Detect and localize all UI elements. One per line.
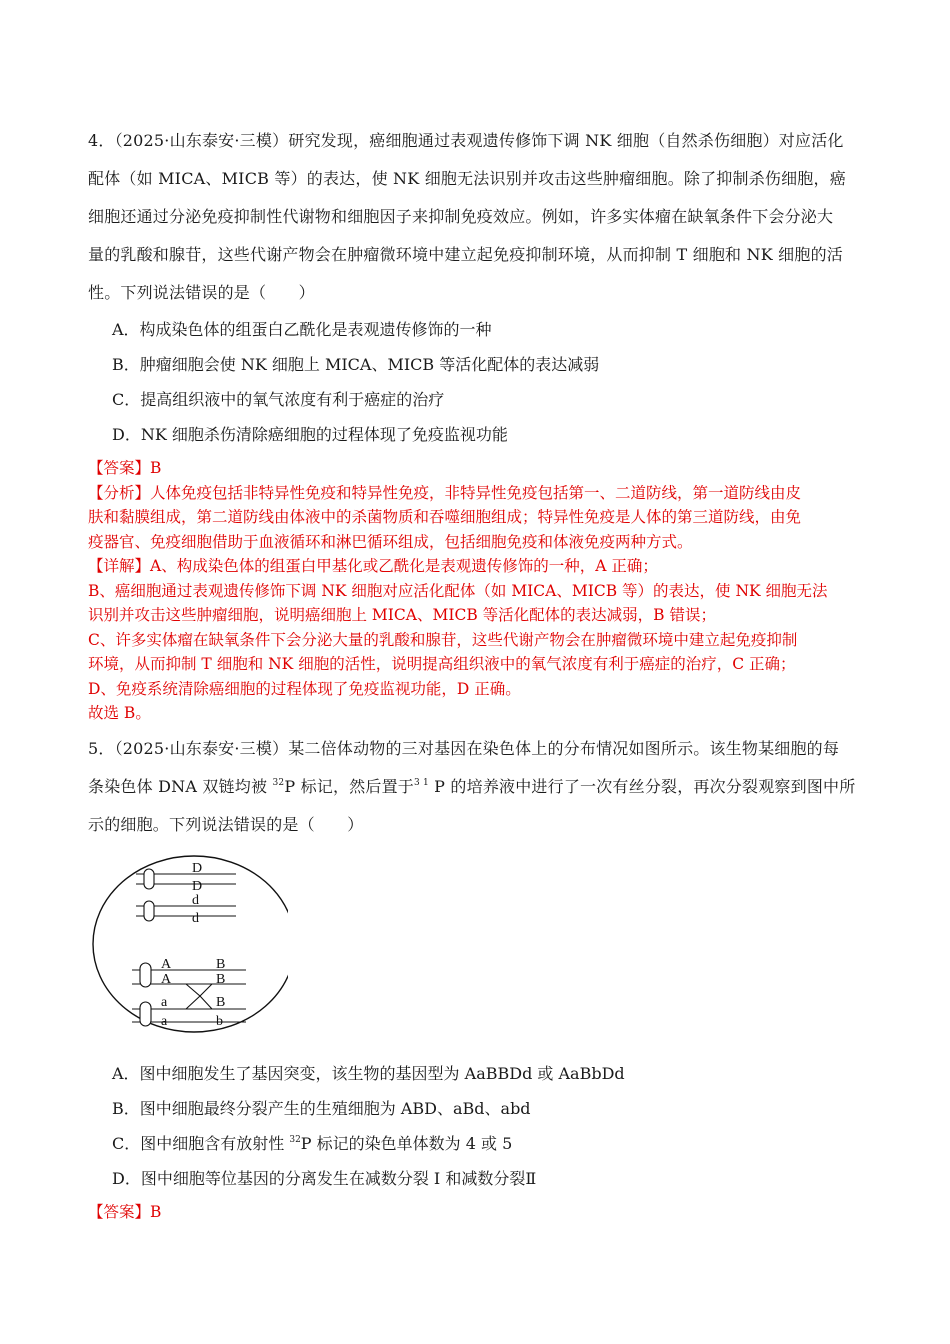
gene-label: B bbox=[216, 994, 226, 1010]
q4-detail-line-2: B、癌细胞通过表观遗传修饰下调 NK 细胞对应活化配体（如 MICA、MICB 等）的表达，使 NK 细胞无法 bbox=[88, 581, 828, 600]
q4-stem-line-1: 4．（2025·山东泰安·三模）研究发现，癌细胞通过表观遗传修饰下调 NK 细胞（自然杀伤细胞）对应活化 bbox=[88, 131, 844, 150]
gene-label: B bbox=[216, 971, 226, 987]
gene-label: D bbox=[192, 878, 203, 894]
cell-diagram-svg bbox=[88, 844, 288, 1034]
gene-label: b bbox=[216, 1013, 223, 1029]
q5-stem-line-3: 示的细胞。下列说法错误的是（ ） bbox=[88, 814, 364, 834]
q4-detail-line-1: 【详解】A、构成染色体的组蛋白甲基化或乙酰化是表观遗传修饰的一种，A 正确； bbox=[88, 557, 658, 575]
q4-detail-line-3: 识别并攻击这些肿瘤细胞，说明癌细胞上 MICA、MICB 等活化配体的表达减弱，B 错误； bbox=[88, 606, 716, 624]
q5-option-b: B．图中细胞最终分裂产生的生殖细胞为 ABD、aBd、abd bbox=[112, 1098, 531, 1118]
question-5 bbox=[88, 730, 866, 1225]
gene-label: a bbox=[161, 1013, 168, 1029]
gene-label: A bbox=[161, 971, 172, 987]
question-4 bbox=[88, 122, 866, 726]
q4-option-d: D．NK 细胞杀伤清除癌细胞的过程体现了免疫监视功能 bbox=[112, 425, 508, 444]
q4-option-b: B．肿瘤细胞会使 NK 细胞上 MICA、MICB 等活化配体的表达减弱 bbox=[112, 355, 600, 374]
q5-answer: 【答案】B bbox=[88, 1202, 162, 1221]
gene-label: d bbox=[192, 892, 199, 908]
q5-option-d: D．图中细胞等位基因的分离发生在减数分裂 I 和减数分裂Ⅱ bbox=[112, 1168, 537, 1188]
q4-detail-line-4: C、许多实体瘤在缺氧条件下会分泌大量的乳酸和腺苷，这些代谢产物会在肿瘤微环境中建立起免疫抑制 bbox=[88, 630, 798, 649]
gene-label: A bbox=[161, 956, 172, 972]
q4-analysis-line-1: 【分析】人体免疫包括非特异性免疫和特异性免疫，非特异性免疫包括第一、二道防线，第一道防线由皮 bbox=[88, 483, 802, 502]
q4-option-a: A．构成染色体的组蛋白乙酰化是表观遗传修饰的一种 bbox=[112, 320, 492, 339]
q4-answer: 【答案】B bbox=[88, 459, 162, 477]
upper-chromosomes bbox=[136, 869, 236, 921]
q4-conclusion: 故选 B。 bbox=[88, 704, 151, 722]
q4-stem-line-5: 性。下列说法错误的是（ ） bbox=[88, 283, 315, 302]
q5-option-a: A．图中细胞发生了基因突变，该生物的基因型为 AaBBDd 或 AaBbDd bbox=[112, 1063, 625, 1083]
q4-detail-line-5: 环境，从而抑制 T 细胞和 NK 细胞的活性，说明提高组织液中的氧气浓度有利于癌症的治疗，C 正确； bbox=[88, 655, 796, 673]
gene-label: d bbox=[192, 910, 199, 926]
gene-labels bbox=[161, 861, 225, 1029]
lower-chromosomes bbox=[132, 963, 246, 1026]
q5-option-c: C．图中细胞含有放射性 $^{32}$P 标记的染色单体数为 4 或 5 bbox=[112, 1133, 513, 1153]
q4-stem-line-2: 配体（如 MICA、MICB 等）的表达，使 NK 细胞无法识别并攻击这些肿瘤细胞。除了抑制杀伤细胞，癌 bbox=[88, 169, 846, 188]
q4-option-c: C．提高组织液中的氧气浓度有利于癌症的治疗 bbox=[112, 390, 445, 409]
q4-analysis-line-2: 肤和黏膜组成，第二道防线由体液中的杀菌物质和吞噬细胞组成；特异性免疫是人体的第三道防线，由免 bbox=[88, 508, 802, 526]
q4-detail-line-6: D、免疫系统清除癌细胞的过程体现了免疫监视功能，D 正确。 bbox=[88, 679, 521, 698]
q4-analysis-line-3: 疫器官、免疫细胞借助于血液循环和淋巴循环组成，包括细胞免疫和体液免疫两种方式。 bbox=[88, 532, 693, 551]
q5-stem-line-1: 5．（2025·山东泰安·三模）某二倍体动物的三对基因在染色体上的分布情况如图所示。该生物某细胞的每 bbox=[88, 738, 840, 758]
gene-label: D bbox=[192, 860, 203, 876]
cell-diagram bbox=[88, 844, 866, 1034]
q5-stem-line-2: 条染色体 DNA 双链均被 $^{32}$P 标记，然后置于$^{3 1}$ P 的培养液中进行了一次有丝分裂，再次分裂观察到图中所 bbox=[88, 776, 856, 796]
cell-membrane bbox=[93, 856, 288, 1032]
gene-label: a bbox=[161, 994, 168, 1010]
gene-label: B bbox=[216, 956, 226, 972]
q4-stem-line-4: 量的乳酸和腺苷，这些代谢产物会在肿瘤微环境中建立起免疫抑制环境，从而抑制 T 细胞和 NK 细胞的活 bbox=[88, 245, 843, 264]
document-page bbox=[88, 122, 866, 1224]
q4-stem-line-3: 细胞还通过分泌免疫抑制性代谢物和细胞因子来抑制免疫效应。例如，许多实体瘤在缺氧条件下会分泌大 bbox=[88, 207, 834, 226]
